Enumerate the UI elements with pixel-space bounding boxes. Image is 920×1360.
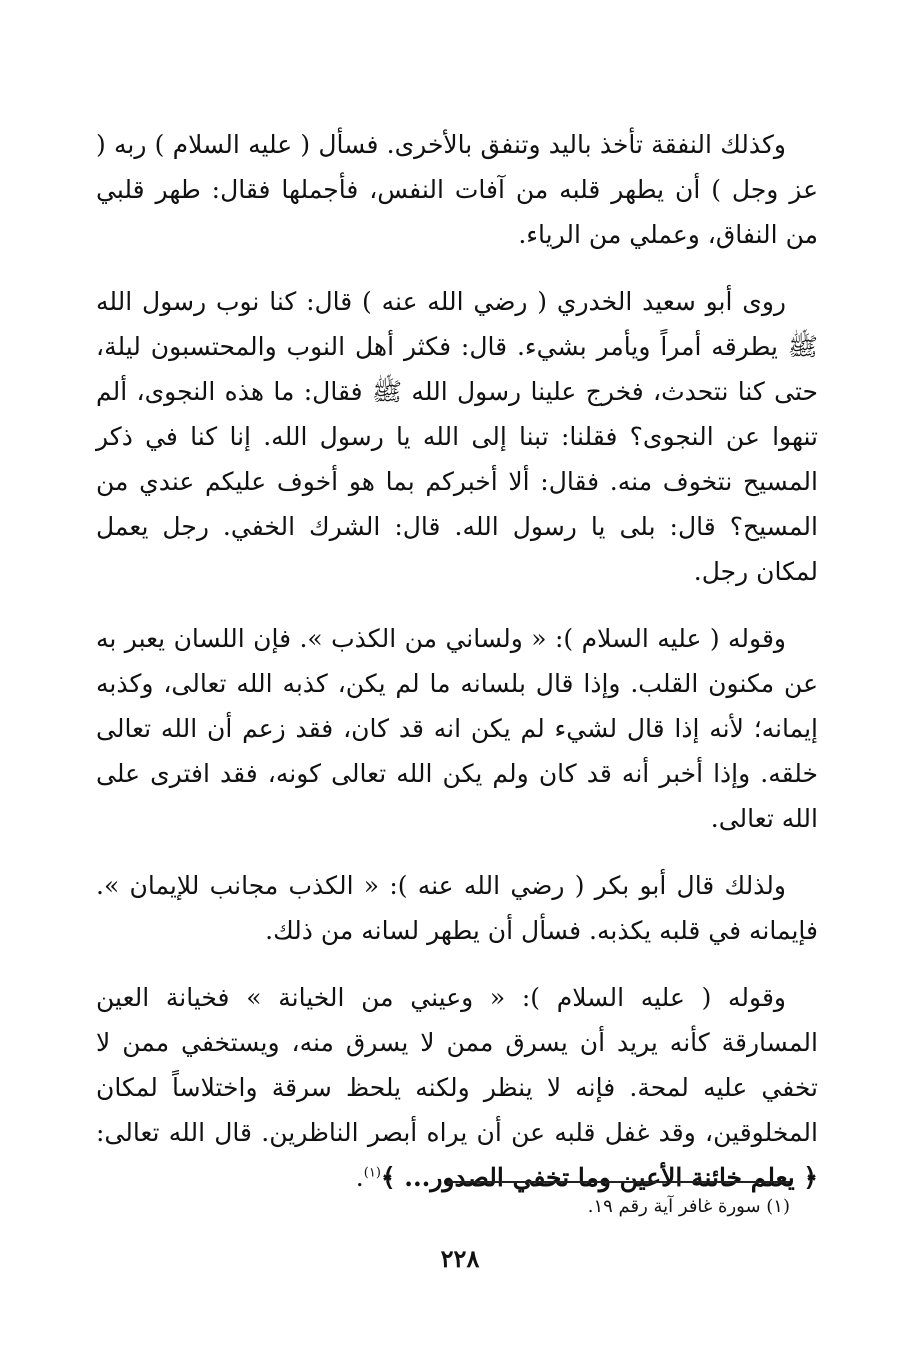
- footnote-marker: (١): [363, 1165, 381, 1181]
- quran-quote: ﴿ يعلم خائنة الأعين وما تخفي الصدور... ﴾: [380, 1163, 818, 1192]
- main-text: [96, 122, 818, 1200]
- paragraph-4: ولذلك قال أبو بكر ( رضي الله عنه ): « الكذب مجانب للإيمان ». فإيمانه في قلبه يكذبه. فسأل أن يطهر لسانه من ذلك.: [96, 871, 818, 945]
- paragraph-5: [96, 975, 818, 1200]
- page-number: ٢٢٨: [440, 1244, 480, 1273]
- paragraph-2: روى أبو سعيد الخدري ( رضي الله عنه ) قال: كنا نوب رسول الله ﷺ يطرقه أمراً ويأمر بشيء. قال: فكثر أهل النوب والمحتسبون ليلة، حتى كنا نتحدث، فخرج علينا رسول الله ﷺ فقال: ما هذه النجوى، ألم تنهوا عن النجوى؟ فقلنا: تبنا إلى الله يا رسول الله. إنا كنا في ذكر المسيح نتخوف منه. فقال: ألا أخبركم بما هو أخوف عليكم عندي من المسيح؟ قال: بلى يا رسول الله. قال: الشرك الخفي. رجل يعمل لمكان رجل.: [96, 287, 818, 586]
- paragraph-3: وقوله ( عليه السلام ): « ولساني من الكذب ». فإن اللسان يعبر به عن مكنون القلب. وإذا قال بلسانه ما لم يكن، كذبه الله تعالى، وكذبه إيمانه؛ لأنه إذا قال لشيء لم يكن انه قد كان، فقد زعم أن الله تعالى خلقه. وإذا أخبر أنه قد كان ولم يكن الله تعالى كونه، فقد افترى على الله تعالى.: [96, 624, 818, 833]
- footnote-divider: [447, 1181, 790, 1183]
- paragraph-5-text: وقوله ( عليه السلام ): « وعيني من الخيانة » فخيانة العين المسارقة كأنه يريد أن يسرق ممن لا يسرق منه، ويستخفي ممن لا تخفي عليه لمحة. فإنه لا ينظر ولكنه يلحظ سرقة واختلاساً لمكان المخلوقين، وقد غفل قلبه عن أن يراه أبصر الناظرين. قال الله تعالى:: [96, 983, 818, 1147]
- paragraph-1: وكذلك النفقة تأخذ باليد وتنفق بالأخرى. فسأل ( عليه السلام ) ربه ( عز وجل ) أن يطهر قلبه من آفات النفس، فأجملها فقال: طهر قلبي من النفاق، وعملي من الرياء.: [96, 130, 818, 249]
- footnote: (١) سورة غافر آية رقم ١٩.: [587, 1196, 790, 1217]
- paragraph-5-end: .: [355, 1163, 364, 1192]
